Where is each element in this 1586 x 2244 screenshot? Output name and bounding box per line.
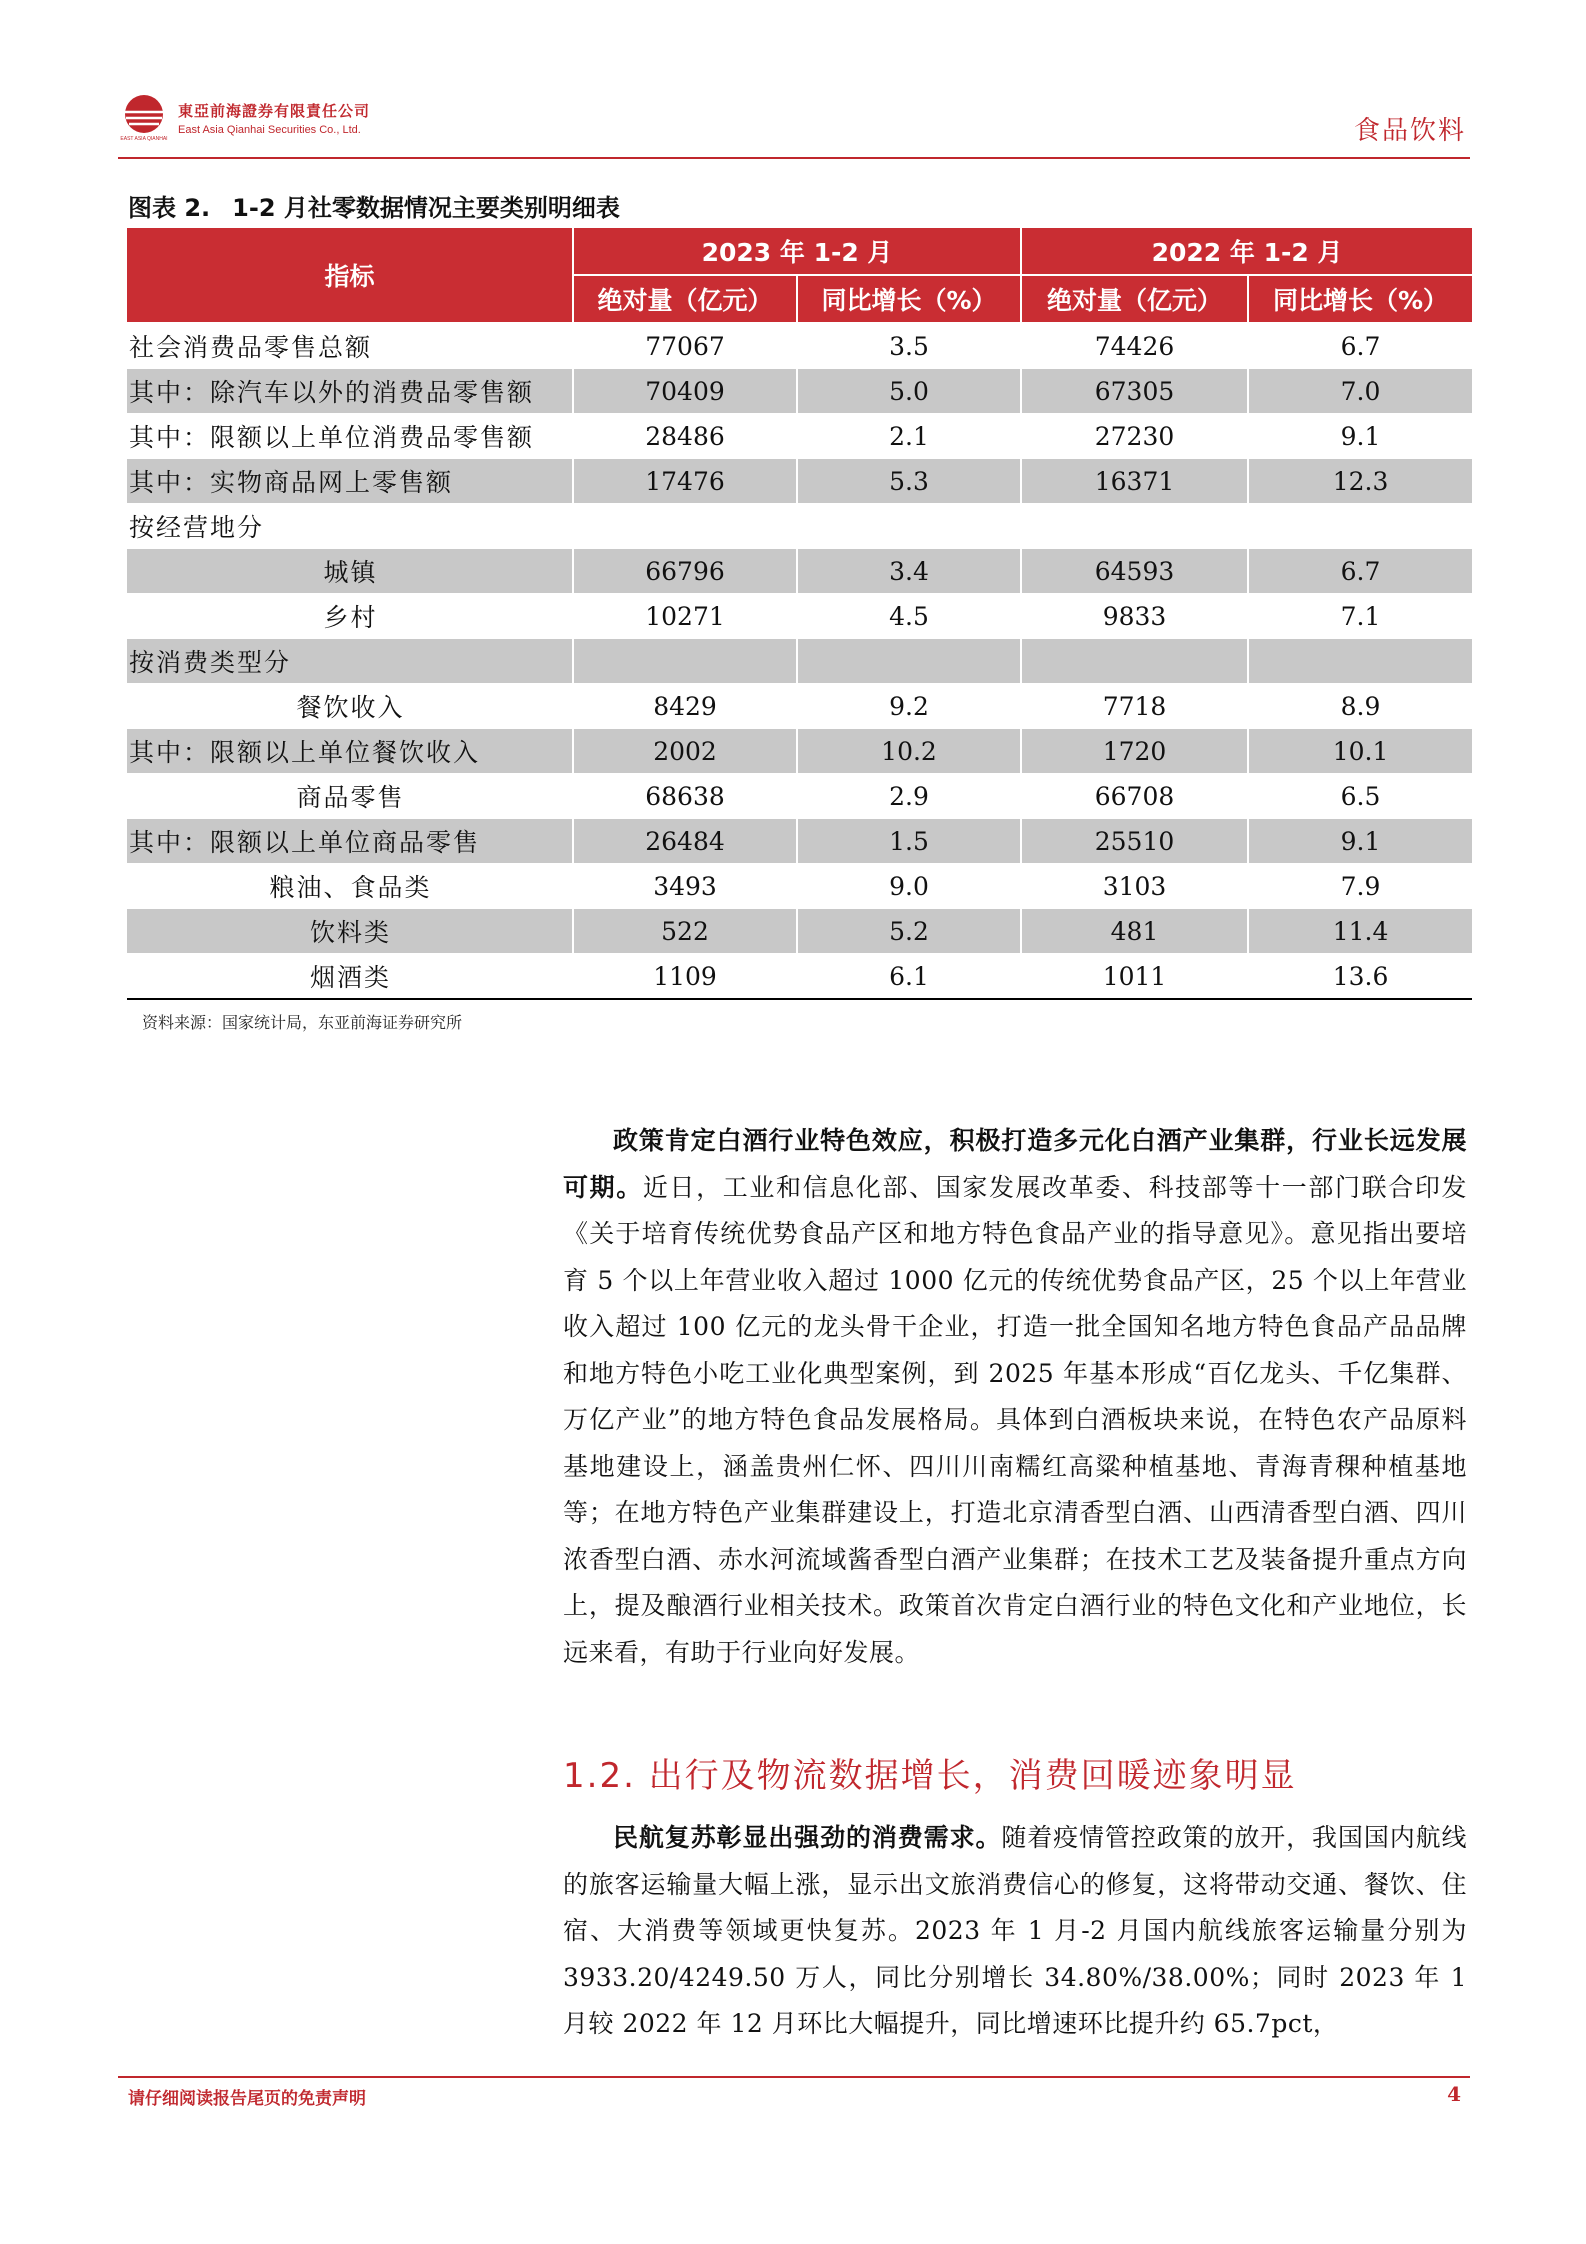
cell-yoy-2023: 3.5 <box>797 323 1021 369</box>
cell-abs-2022: 16371 <box>1021 459 1248 504</box>
cell-yoy-2022: 7.1 <box>1248 594 1472 639</box>
header-abs-2022: 绝对量（亿元） <box>1021 275 1248 323</box>
row-label: 社会消费品零售总额 <box>127 323 573 369</box>
cell-abs-2022: 1720 <box>1021 729 1248 774</box>
cell-yoy-2023: 4.5 <box>797 594 1021 639</box>
figure-caption: 1-2 月社零数据情况主要类别明细表 <box>232 194 620 222</box>
footer-divider <box>118 2076 1470 2078</box>
cell-yoy-2022: 9.1 <box>1248 819 1472 864</box>
cell-abs-2023: 77067 <box>573 323 797 369</box>
aviation-paragraph-text: 随着疫情管控政策的放开，我国国内航线的旅客运输量大幅上涨，显示出文旅消费信心的修复，这将带动交通、餐饮、住宿、大消费等领域更快复苏。2023 年 1 月-2 月国内航线旅客运输量分别为 3933.20/4249.50 万人，同比分别增长 34.80%/38.00%；同时 2023 年 1 月较 2022 年 12 月环比大幅提升，同比增速环比提升约 65.7pct， <box>563 1823 1467 2038</box>
cell-abs-2022: 1011 <box>1021 954 1248 1000</box>
row-label: 粮油、食品类 <box>127 864 573 909</box>
cell-yoy-2023: 5.0 <box>797 369 1021 414</box>
cell-abs-2023: 2002 <box>573 729 797 774</box>
table-row <box>127 639 1472 684</box>
header-divider <box>118 157 1470 159</box>
company-name-cn: 東亞前海證券有限責任公司 <box>178 102 371 120</box>
cell-abs-2022: 67305 <box>1021 369 1248 414</box>
company-logo-icon <box>118 92 170 142</box>
section-heading: 1.2. 出行及物流数据增长，消费回暖迹象明显 <box>563 1756 1297 1796</box>
cell-abs-2023: 66796 <box>573 549 797 594</box>
cell-yoy-2023: 9.2 <box>797 684 1021 729</box>
row-label: 其中：限额以上单位消费品零售额 <box>127 414 573 459</box>
policy-paragraph-lead: 政策肯定白酒行业特色效应，积极打造多元化白酒产业集群，行业长远发展可期。 <box>563 1126 1467 1202</box>
aviation-paragraph-lead: 民航复苏彰显出强劲的消费需求。 <box>613 1823 1002 1852</box>
row-label: 其中：限额以上单位餐饮收入 <box>127 729 573 774</box>
cell-abs-2022: 3103 <box>1021 864 1248 909</box>
cell-abs-2022 <box>1021 639 1248 684</box>
cell-yoy-2022 <box>1248 639 1472 684</box>
header-period-2023: 2023 年 1-2 月 <box>573 228 1021 275</box>
cell-yoy-2022: 11.4 <box>1248 909 1472 954</box>
cell-abs-2023 <box>573 504 797 549</box>
cell-yoy-2022: 12.3 <box>1248 459 1472 504</box>
cell-abs-2022: 481 <box>1021 909 1248 954</box>
cell-abs-2023: 17476 <box>573 459 797 504</box>
cell-abs-2022: 64593 <box>1021 549 1248 594</box>
header-yoy-2022: 同比增长（%） <box>1248 275 1472 323</box>
cell-abs-2023: 70409 <box>573 369 797 414</box>
cell-yoy-2022: 13.6 <box>1248 954 1472 1000</box>
cell-abs-2022: 27230 <box>1021 414 1248 459</box>
cell-yoy-2022: 9.1 <box>1248 414 1472 459</box>
cell-yoy-2023: 9.0 <box>797 864 1021 909</box>
cell-yoy-2023 <box>797 639 1021 684</box>
table-row <box>127 774 1472 819</box>
table-row <box>127 459 1472 504</box>
table-row <box>127 549 1472 594</box>
disclaimer-note: 请仔细阅读报告尾页的免责声明 <box>128 2089 366 2109</box>
table-row <box>127 414 1472 459</box>
cell-abs-2023 <box>573 639 797 684</box>
header-indicator: 指标 <box>127 228 573 323</box>
cell-abs-2023: 28486 <box>573 414 797 459</box>
cell-yoy-2022: 6.5 <box>1248 774 1472 819</box>
cell-abs-2022: 25510 <box>1021 819 1248 864</box>
aviation-paragraph <box>563 1815 1467 2048</box>
header-period-2022: 2022 年 1-2 月 <box>1021 228 1472 275</box>
cell-yoy-2023: 6.1 <box>797 954 1021 1000</box>
header-yoy-2023: 同比增长（%） <box>797 275 1021 323</box>
page-header <box>118 92 1470 152</box>
cell-yoy-2023: 2.1 <box>797 414 1021 459</box>
row-label: 烟酒类 <box>127 954 573 1000</box>
cell-abs-2023: 522 <box>573 909 797 954</box>
figure-label: 图表 2. <box>128 194 211 222</box>
cell-yoy-2023: 5.3 <box>797 459 1021 504</box>
header-abs-2023: 绝对量（亿元） <box>573 275 797 323</box>
row-label: 乡村 <box>127 594 573 639</box>
cell-abs-2022: 74426 <box>1021 323 1248 369</box>
retail-sales-table <box>127 228 1472 1000</box>
cell-abs-2022: 9833 <box>1021 594 1248 639</box>
row-label: 城镇 <box>127 549 573 594</box>
policy-paragraph-text: 近日，工业和信息化部、国家发展改革委、科技部等十一部门联合印发《关于培育传统优势食品产区和地方特色食品产业的指导意见》。意见指出要培育 5 个以上年营业收入超过 1000 亿元的传统优势食品产区，25 个以上年营业收入超过 100 亿元的龙头骨干企业，打造一批全国知名地方特色食品产品品牌和地方特色小吃工业化典型案例，到 2025 年基本形成“百亿龙头、千亿集群、万亿产业”的地方特色食品发展格局。具体到白酒板块来说，在特色农产品原料基地建设上，涵盖贵州仁怀、四川川南糯红高粱种植基地、青海青稞种植基地等；在地方特色产业集群建设上，打造北京清香型白酒、山西清香型白酒、四川浓香型白酒、赤水河流域酱香型白酒产业集群；在技术工艺及装备提升重点方向上，提及酿酒行业相关技术。政策首次肯定白酒行业的特色文化和产业地位，长远来看，有助于行业向好发展。 <box>563 1172 1467 1667</box>
table-row <box>127 323 1472 369</box>
cell-abs-2023: 10271 <box>573 594 797 639</box>
cell-yoy-2022: 6.7 <box>1248 323 1472 369</box>
cell-abs-2022: 66708 <box>1021 774 1248 819</box>
cell-abs-2022 <box>1021 504 1248 549</box>
table-row <box>127 369 1472 414</box>
table-row <box>127 594 1472 639</box>
row-label: 按经营地分 <box>127 504 573 549</box>
section-tag: 食品饮料 <box>1353 116 1466 146</box>
cell-yoy-2022: 7.0 <box>1248 369 1472 414</box>
table-row <box>127 954 1472 1000</box>
table-row <box>127 864 1472 909</box>
cell-yoy-2022: 8.9 <box>1248 684 1472 729</box>
row-label: 按消费类型分 <box>127 639 573 684</box>
row-label: 其中：实物商品网上零售额 <box>127 459 573 504</box>
table-row <box>127 819 1472 864</box>
cell-yoy-2022: 7.9 <box>1248 864 1472 909</box>
cell-yoy-2023: 5.2 <box>797 909 1021 954</box>
cell-abs-2023: 3493 <box>573 864 797 909</box>
cell-abs-2023: 1109 <box>573 954 797 1000</box>
company-name-en: East Asia Qianhai Securities Co., Ltd. <box>178 124 361 136</box>
table-row <box>127 684 1472 729</box>
cell-abs-2023: 26484 <box>573 819 797 864</box>
figure-title <box>128 188 642 223</box>
row-label: 餐饮收入 <box>127 684 573 729</box>
cell-yoy-2023: 2.9 <box>797 774 1021 819</box>
cell-abs-2023: 8429 <box>573 684 797 729</box>
table-row <box>127 729 1472 774</box>
table-row <box>127 504 1472 549</box>
table-source-note: 资料来源：国家统计局，东亚前海证券研究所 <box>142 1013 463 1032</box>
cell-yoy-2023 <box>797 504 1021 549</box>
company-name <box>178 100 370 136</box>
cell-abs-2023: 68638 <box>573 774 797 819</box>
policy-paragraph <box>563 1118 1467 1676</box>
cell-yoy-2022: 6.7 <box>1248 549 1472 594</box>
svg-text:EAST ASIA QIANHAI: EAST ASIA QIANHAI <box>120 136 168 142</box>
cell-yoy-2023: 10.2 <box>797 729 1021 774</box>
cell-yoy-2022: 10.1 <box>1248 729 1472 774</box>
table-row <box>127 909 1472 954</box>
cell-yoy-2023: 1.5 <box>797 819 1021 864</box>
cell-yoy-2023: 3.4 <box>797 549 1021 594</box>
cell-yoy-2022 <box>1248 504 1472 549</box>
row-label: 饮料类 <box>127 909 573 954</box>
row-label: 其中：除汽车以外的消费品零售额 <box>127 369 573 414</box>
cell-abs-2022: 7718 <box>1021 684 1248 729</box>
row-label: 其中：限额以上单位商品零售 <box>127 819 573 864</box>
page-number: 4 <box>1447 2082 1461 2106</box>
row-label: 商品零售 <box>127 774 573 819</box>
